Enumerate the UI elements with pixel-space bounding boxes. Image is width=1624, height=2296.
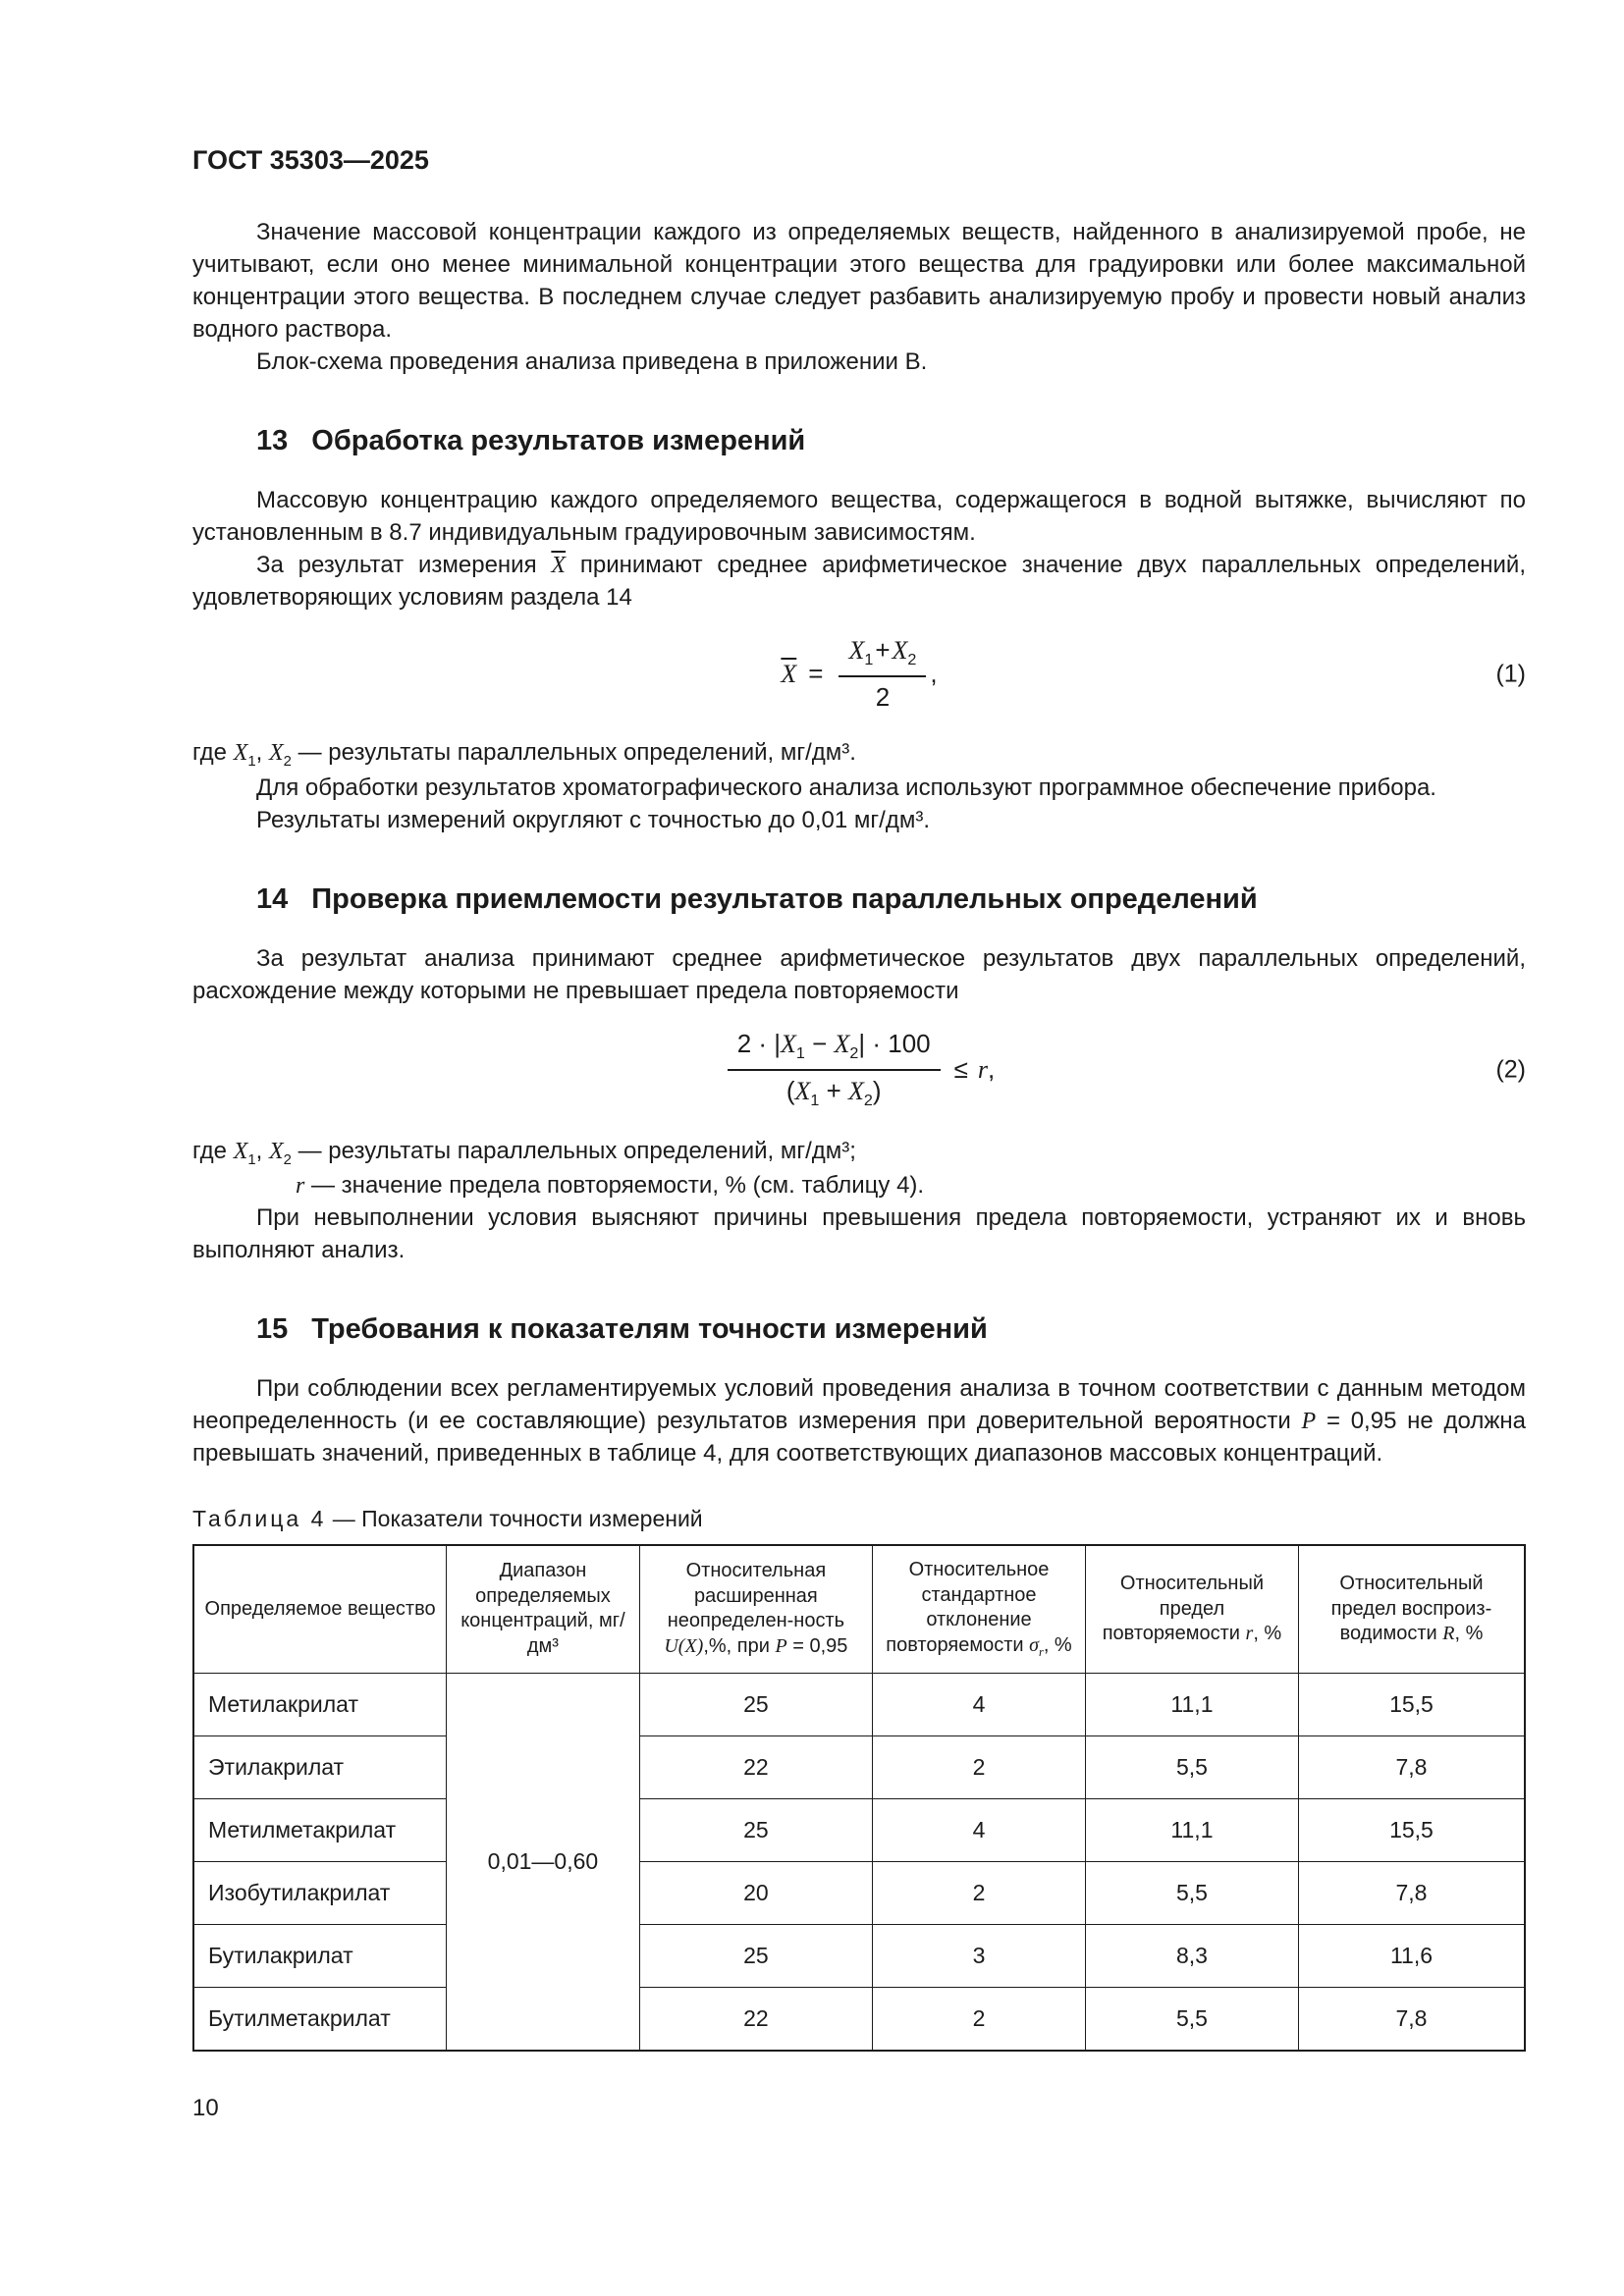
math-sub: 2	[283, 1151, 292, 1168]
equation-2-body	[724, 1030, 996, 1109]
math-var-R: R	[1442, 1623, 1455, 1645]
s13-paragraph-4: Результаты измерений округляют с точностью до 0,01 мг/дм³.	[256, 806, 931, 833]
s13-paragraph-3: Для обработки результатов хроматографического анализа используют программное обеспечение прибора.	[256, 774, 1436, 801]
equals-sign: =	[808, 659, 824, 689]
table-header-row	[193, 1545, 1525, 1673]
table-row	[193, 1798, 1525, 1861]
value-cell: 2	[873, 1861, 1086, 1924]
standard-designation: ГОСТ 35303—2025	[192, 145, 429, 175]
table-caption-text: — Показатели точности измерений	[326, 1506, 703, 1532]
section-title: Требования к показателям точности измерений	[311, 1313, 988, 1346]
value-cell: 4	[873, 1673, 1086, 1735]
s13-paragraph-1: Массовую концентрацию каждого определяемого вещества, содержащегося в водной вытяжке, вычисляют по установленным в 8.7 индивидуальным градуировочным зависимостям.	[192, 487, 1526, 547]
formula-2	[192, 1030, 1526, 1109]
value-cell: 11,1	[1085, 1673, 1298, 1735]
equation-1-body	[781, 636, 937, 713]
text-run: Относительный предел воспроиз-водимости	[1330, 1572, 1492, 1645]
math-var-r: r	[296, 1172, 305, 1199]
s14-where-clause-1	[192, 1136, 1526, 1170]
math-sub: 1	[795, 1044, 805, 1063]
math-sub: 2	[283, 754, 292, 771]
fraction	[839, 636, 926, 713]
value-cell: 5,5	[1085, 1861, 1298, 1924]
table-row	[193, 1987, 1525, 2051]
text-run: ,	[255, 739, 269, 767]
math-sub: 1	[810, 1092, 820, 1110]
math-sub: 2	[849, 1044, 859, 1063]
text-run: , %	[1454, 1623, 1484, 1645]
text-run: — результаты параллельных определений, мг/дм³.	[291, 739, 856, 767]
value-cell: 7,8	[1298, 1735, 1525, 1798]
math-var-xbar: $\overline{X}$	[781, 659, 797, 688]
value-cell: 25	[639, 1673, 872, 1735]
math-var-ux: U(X)	[664, 1634, 704, 1657]
math-var: X	[847, 1076, 864, 1105]
math-var-p: P	[775, 1634, 787, 1657]
value-cell: 11,1	[1085, 1798, 1298, 1861]
fraction-denominator	[728, 1071, 941, 1110]
col-header-substance: Определяемое вещество	[193, 1545, 447, 1673]
value-cell: 8,3	[1085, 1924, 1298, 1987]
text-run: — значение предела повторяемости, % (см. таблицу 4).	[304, 1171, 925, 1199]
value-cell: 15,5	[1298, 1673, 1525, 1735]
equation-number-1: (1)	[1495, 660, 1526, 688]
equation-number-2: (2)	[1495, 1055, 1526, 1084]
s13-paragraph-2	[192, 550, 1526, 614]
col-header-repeatability	[1085, 1545, 1298, 1673]
section-title: Проверка приемлемости результатов параллельных определений	[311, 883, 1258, 916]
value-cell: 20	[639, 1861, 872, 1924]
less-equal-sign: ≤	[953, 1054, 968, 1085]
math-var: X	[781, 1030, 796, 1059]
section-15-heading	[192, 1313, 1526, 1346]
math-sub: 2	[907, 651, 917, 669]
text-run: принимают среднее арифметическое значение двух параллельных определений, удовлетворяющих условиям раздела 14	[192, 552, 1527, 611]
text-run: ,	[255, 1137, 269, 1164]
value-cell: 7,8	[1298, 1861, 1525, 1924]
math-var: X	[834, 1030, 850, 1059]
value-cell: 4	[873, 1798, 1086, 1861]
s15-paragraph-1	[192, 1373, 1526, 1470]
fraction-denominator: 2	[875, 681, 891, 712]
text-run: = 0,95 не должна превышать значений, приведенных в таблице 4, для соответствующих диапазонов массовых концентраций.	[192, 1408, 1526, 1468]
substance-cell: Этилакрилат	[193, 1735, 447, 1798]
value-cell: 2	[873, 1987, 1086, 2051]
math-sub: 1	[864, 651, 874, 669]
math-var: X	[892, 635, 908, 665]
math-sub-r: r	[1038, 1644, 1044, 1659]
math-var-p: P	[1301, 1409, 1317, 1435]
table-row	[193, 1924, 1525, 1987]
col-header-reproducibility	[1298, 1545, 1525, 1673]
text-run: , %	[1043, 1633, 1072, 1656]
value-cell: 15,5	[1298, 1798, 1525, 1861]
math-var-sigma: σ	[1029, 1633, 1039, 1656]
math-sub: 2	[863, 1092, 873, 1110]
math-var: X	[233, 740, 248, 767]
value-cell: 3	[873, 1924, 1086, 1987]
fraction-numerator	[728, 1030, 941, 1071]
table-row	[193, 1861, 1525, 1924]
s14-paragraph-1: За результат анализа принимают среднее арифметическое результатов двух параллельных определений, расхождение между которыми не превышает предела повторяемости	[192, 945, 1526, 1005]
text-run: Относительная расширенная неопределен-ность	[667, 1560, 845, 1632]
text-run: ,%, при	[703, 1634, 776, 1657]
plus-operator: +	[875, 634, 891, 665]
value-cell: 5,5	[1085, 1987, 1298, 2051]
value-cell: 5,5	[1085, 1735, 1298, 1798]
text-run: — результаты параллельных определений, мг/дм³;	[291, 1137, 856, 1164]
substance-cell: Изобутилакрилат	[193, 1861, 447, 1924]
value-cell: 11,6	[1298, 1924, 1525, 1987]
text-run: Относительный предел повторяемости	[1102, 1572, 1265, 1645]
text-run: Относительное стандартное отклонение повторяемости	[886, 1559, 1050, 1656]
col-header-range: Диапазон определяемых концентраций, мг/дм³	[447, 1545, 640, 1673]
table-row	[193, 1735, 1525, 1798]
text-run: , %	[1253, 1623, 1282, 1645]
substance-cell: Метилакрилат	[193, 1673, 447, 1735]
math-var: X	[794, 1076, 811, 1105]
section-number: 15	[256, 1313, 289, 1346]
value-cell: 2	[873, 1735, 1086, 1798]
accuracy-table	[192, 1544, 1526, 2052]
math-var: X	[269, 740, 284, 767]
value-cell: 25	[639, 1798, 872, 1861]
text-run: | · 100	[858, 1029, 931, 1059]
text-run: (	[785, 1075, 795, 1105]
text-run: При соблюдении всех регламентируемых условий проведения анализа в точном соответствии с данным методом неопределенность (и ее составляющие) результатов измерения при доверительной вероятности	[192, 1375, 1526, 1435]
intro-paragraph-1: Значение массовой концентрации каждого из определяемых веществ, найденного в анализируемой пробе, не учитывают, если оно менее минимальной концентрации этого вещества для градуировки или более максимальной концентрации этого вещества. В последнем случае следует разбавить анализируемую пробу и провести новый анализ водного раствора.	[192, 219, 1526, 343]
math-var-r: r	[1245, 1623, 1254, 1645]
page-number: 10	[192, 2094, 219, 2121]
value-cell: 22	[639, 1735, 872, 1798]
s13-where-clause	[192, 737, 1526, 772]
table-row	[193, 1673, 1525, 1735]
section-title: Обработка результатов измерений	[311, 425, 806, 457]
fraction-numerator	[839, 636, 926, 677]
math-var-r: r	[977, 1054, 989, 1084]
math-var: X	[233, 1138, 248, 1164]
section-13-heading	[192, 425, 1526, 457]
math-sub: 1	[247, 754, 256, 771]
section-number: 14	[256, 883, 289, 916]
col-header-uncertainty	[639, 1545, 872, 1673]
text-run: За результат измерения	[256, 552, 552, 579]
section-number: 13	[256, 425, 289, 457]
s14-where-clause-2	[192, 1170, 1526, 1202]
value-cell: 7,8	[1298, 1987, 1525, 2051]
range-cell: 0,01—0,60	[447, 1673, 640, 2051]
value-cell: 22	[639, 1987, 872, 2051]
text-run: 2 · |	[736, 1029, 782, 1059]
substance-cell: Метилметакрилат	[193, 1798, 447, 1861]
substance-cell: Бутилметакрилат	[193, 1987, 447, 2051]
substance-cell: Бутилакрилат	[193, 1924, 447, 1987]
fraction	[728, 1030, 941, 1109]
math-var: X	[848, 635, 865, 665]
section-14-heading	[192, 883, 1526, 916]
formula-1	[192, 636, 1526, 713]
text-run: где	[192, 1137, 234, 1164]
col-header-stddev	[873, 1545, 1086, 1673]
table-caption	[192, 1506, 1526, 1532]
intro-paragraph-2: Блок-схема проведения анализа приведена в приложении В.	[256, 347, 928, 375]
value-cell: 25	[639, 1924, 872, 1987]
minus-operator: −	[804, 1029, 835, 1059]
plus-operator: +	[819, 1075, 848, 1105]
s14-paragraph-2: При невыполнении условия выясняют причины превышения предела повторяемости, устраняют их и вновь выполняют анализ.	[192, 1203, 1526, 1263]
math-var: X	[269, 1138, 284, 1164]
text-run: ,	[988, 1054, 996, 1085]
text-run: ,	[930, 659, 938, 689]
text-run: = 0,95	[786, 1634, 848, 1657]
text-run: где	[192, 739, 234, 767]
table-caption-label: Таблица 4	[192, 1506, 327, 1532]
math-var-xbar: $\overline{X}$	[551, 553, 567, 579]
math-sub: 1	[247, 1151, 256, 1168]
text-run: )	[872, 1075, 882, 1105]
